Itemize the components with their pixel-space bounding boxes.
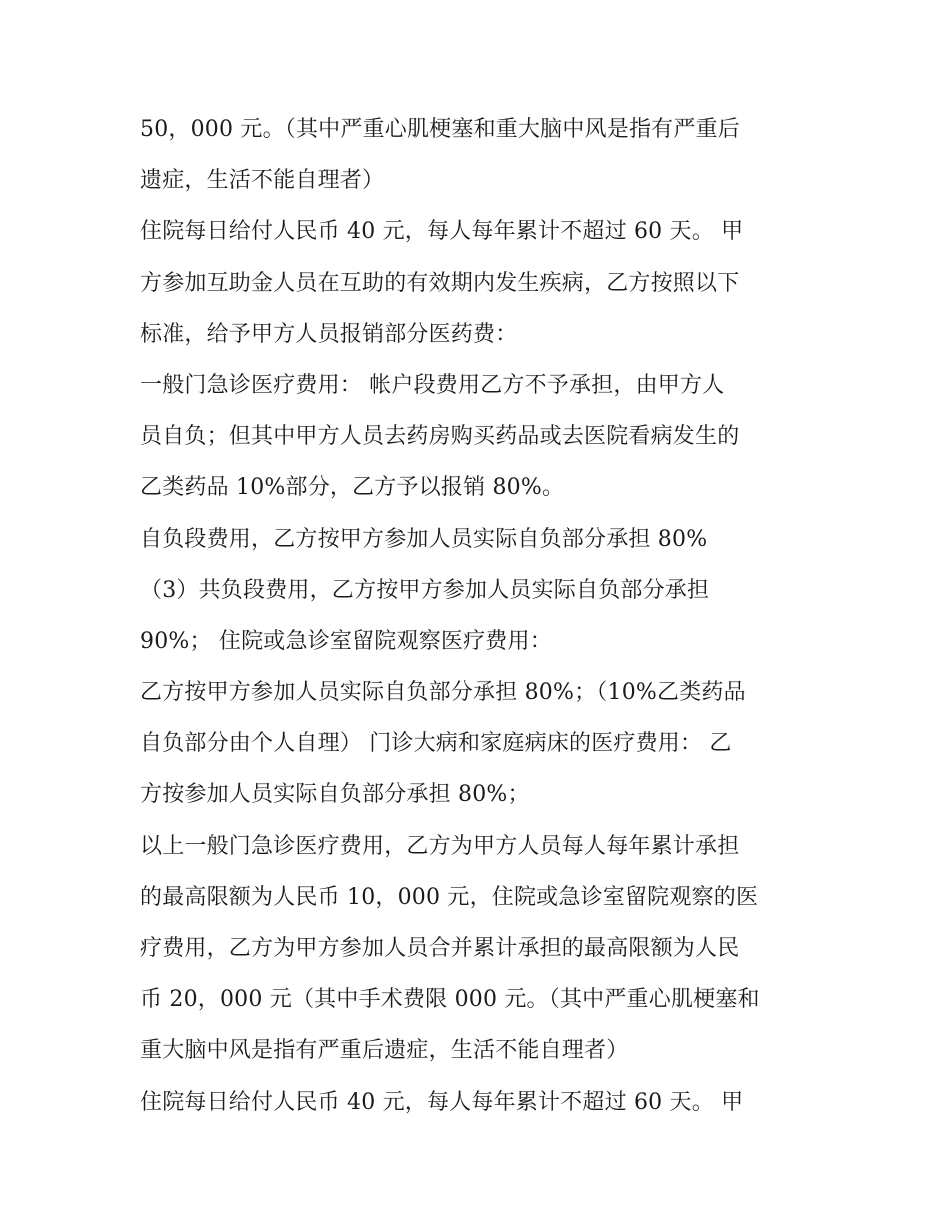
text-line-17: 疗费用，乙方为甲方参加人员合并累计承担的最高限额为人民 [140,936,740,961]
text-line-6: 一般门急诊医疗费用： 帐户段费用乙方不予承担，由甲方人 [140,372,725,398]
text-line-3: 住院每日给付人民币 40 元，每人每年累计不超过 60 天。 甲 [140,219,744,245]
text-line-18: 币 20，000 元（其中手术费限 000 元。（其中严重心肌梗塞和 [140,987,760,1013]
text-line-8: 乙类药品 10%部分，乙方予以报销 80%。 [140,475,565,501]
text-line-11: 90%； 住院或急诊室留院观察医疗费用： [140,628,552,654]
text-line-1: 50，000 元。（其中严重心肌梗塞和重大脑中风是指有严重后 [140,117,740,142]
document-body [140,104,820,1128]
text-line-19: 重大脑中风是指有严重后遗症，生活不能自理者） [140,1038,629,1064]
text-line-9: 自负段费用，乙方按甲方参加人员实际自负部分承担 80% [140,526,708,552]
text-line-2: 遗症，生活不能自理者） [140,168,385,194]
text-line-5: 标准，给予甲方人员报销部分医药费： [140,321,518,347]
text-line-20: 住院每日给付人民币 40 元，每人每年累计不超过 60 天。 甲 [140,1089,744,1115]
text-line-7: 员自负；但其中甲方人员去药房购买药品或去医院看病发生的 [140,424,740,450]
text-line-12: 乙方按甲方参加人员实际自负部分承担 80%；（10%乙类药品 [140,680,746,706]
text-line-16: 的最高限额为人民币 10，000 元，住院或急诊室留院观察的医 [140,884,759,910]
text-line-4: 方参加互助金人员在互助的有效期内发生疾病，乙方按照以下 [140,270,740,296]
text-line-15: 以上一般门急诊医疗费用，乙方为甲方人员每人每年累计承担 [140,833,740,859]
text-line-14: 方按参加人员实际自负部分承担 80%； [140,782,530,808]
text-line-13: 自负部分由个人自理） 门诊大病和家庭病床的医疗费用： 乙 [140,731,732,757]
text-line-10: （3）共负段费用，乙方按甲方参加人员实际自负部分承担 [140,577,710,603]
